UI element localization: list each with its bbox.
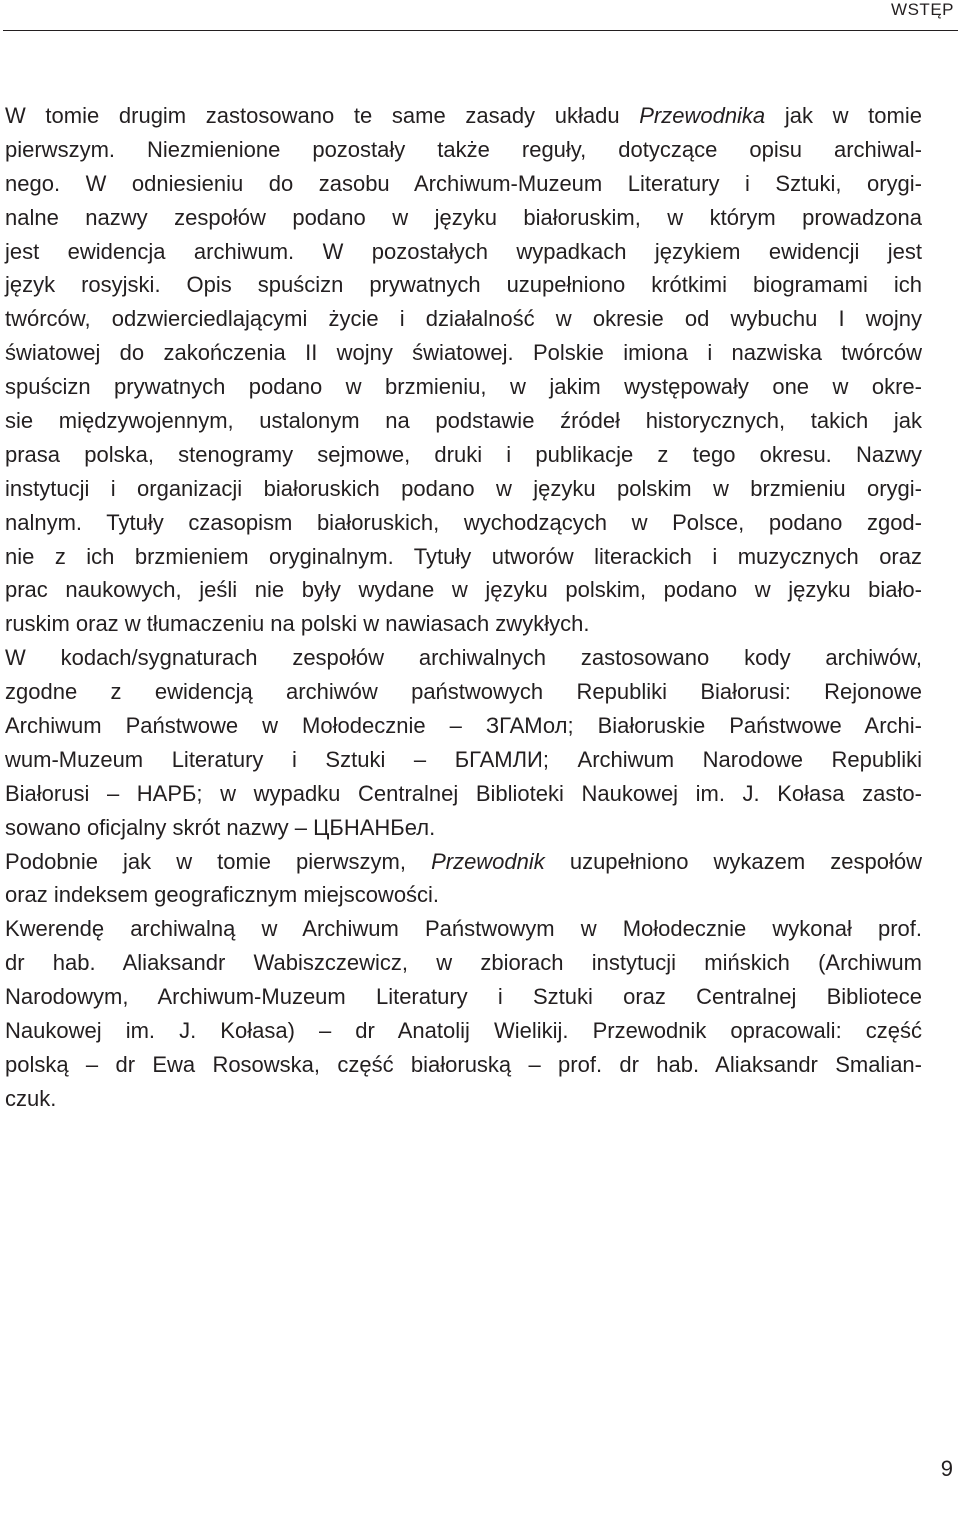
text-line — [5, 1014, 922, 1048]
text-line-segment: sowano oficjalny skrót nazwy – ЦБНАНБел. — [5, 814, 436, 840]
italic-title: Przewodnik — [431, 848, 545, 874]
body-text — [5, 99, 922, 1116]
text-line-segment: język rosyjski. Opis spuścizn prywatnych uzupełniono krótkimi biogramami ich — [5, 272, 922, 298]
text-line-segment: Podobnie jak w tomie pierwszym, — [5, 848, 432, 874]
text-line-segment: dr hab. Aliaksandr Wabiszczewicz, w zbiorach instytucji mińskich (Archiwum — [5, 950, 922, 976]
text-line-segment: nego. W odniesieniu do zasobu Archiwum-Muzeum Literatury i Sztuki, orygi- — [5, 170, 922, 196]
text-line — [5, 709, 922, 743]
text-line-segment: czuk. — [5, 1085, 57, 1111]
text-line — [5, 743, 922, 777]
text-line-segment: światowej do zakończenia II wojny światowej. Polskie imiona i nazwiska twórców — [5, 340, 922, 366]
text-line-segment: instytucji i organizacji białoruskich podano w języku polskim w brzmieniu orygi- — [5, 475, 922, 501]
text-line — [5, 506, 922, 540]
text-line-segment: Archiwum Państwowe w Mołodecznie – ЗГАМол; Białoruskie Państwowe Archi- — [5, 713, 922, 739]
header-rule — [3, 30, 958, 31]
text-line — [5, 912, 922, 946]
text-line — [5, 438, 922, 472]
text-line — [5, 540, 922, 574]
italic-title: Przewodnika — [639, 103, 766, 128]
text-line-segment: Białorusi – НАРБ; w wypadku Centralnej Biblioteki Naukowej im. J. Kołasa zasto- — [5, 780, 922, 806]
text-line-segment: polską – dr Ewa Rosowska, część białoruską – prof. dr hab. Aliaksandr Smalian- — [5, 1051, 922, 1077]
text-line — [5, 472, 922, 506]
text-line-segment: nalnym. Tytuły czasopism białoruskich, wychodzących w Polsce, podano zgod- — [5, 509, 922, 535]
text-line — [5, 167, 922, 201]
text-line-segment: ruskim oraz w tłumaczeniu na polski w nawiasach zwykłych. — [5, 611, 590, 637]
text-line — [5, 607, 922, 641]
text-line-segment: W kodach/sygnaturach zespołów archiwalnych zastosowano kody archiwów, — [5, 645, 922, 671]
text-line — [5, 370, 922, 404]
text-line — [5, 675, 922, 709]
text-line-segment: prac naukowych, jeśli nie były wydane w języku polskim, podano w języku biało- — [5, 577, 922, 603]
running-head-title: WSTĘP — [891, 0, 954, 19]
text-line — [5, 404, 922, 438]
text-line-segment: prasa polska, stenogramy sejmowe, druki i publikacje z tego okresu. Nazwy — [5, 441, 922, 467]
text-line — [5, 641, 922, 675]
text-line-segment: pierwszym. Niezmienione pozostały także reguły, dotyczące opisu archiwal- — [5, 136, 922, 162]
text-line-segment: jest ewidencja archiwum. W pozostałych wypadkach językiem ewidencji jest — [5, 238, 922, 264]
text-line — [5, 573, 922, 607]
text-line — [5, 878, 922, 912]
text-line — [5, 1048, 922, 1082]
text-line-segment: wum-Muzeum Literatury i Sztuki – БГАМЛИ; Archiwum Narodowe Republiki — [5, 746, 922, 772]
text-line — [5, 336, 922, 370]
text-line-segment: nie z ich brzmieniem oryginalnym. Tytuły utworów literackich i muzycznych oraz — [5, 543, 922, 569]
text-line-segment: uzupełniono wykazem zespołów — [544, 848, 922, 874]
text-line-segment: nalne nazwy zespołów podano w języku białoruskim, w którym prowadzona — [5, 204, 922, 230]
text-line — [5, 268, 922, 302]
text-line — [5, 1082, 922, 1116]
text-line-segment: Naukowej im. J. Kołasa) – dr Anatolij Wielikij. Przewodnik opracowali: część — [5, 1018, 922, 1044]
text-line — [5, 302, 922, 336]
text-line-segment: Narodowym, Archiwum-Muzeum Literatury i Sztuki oraz Centralnej Bibliotece — [5, 984, 922, 1010]
text-line — [5, 235, 922, 269]
text-line — [5, 777, 922, 811]
page-number: 9 — [940, 1456, 953, 1481]
text-line — [5, 99, 922, 133]
text-line-segment: Kwerendę archiwalną w Archiwum Państwowym w Mołodecznie wykonał prof. — [5, 916, 922, 942]
text-line-segment: twórców, odzwierciedlającymi życie i działalność w okresie od wybuchu I wojny — [5, 306, 922, 332]
text-line — [5, 811, 922, 845]
text-line — [5, 201, 922, 235]
text-line — [5, 980, 922, 1014]
text-line-segment: sie międzywojennym, ustalonym na podstawie źródeł historycznych, takich jak — [5, 408, 922, 434]
text-line-segment: oraz indeksem geograficznym miejscowości. — [5, 882, 440, 908]
text-line-segment: jak w tomie — [765, 103, 922, 128]
text-line — [5, 946, 922, 980]
text-line — [5, 845, 922, 879]
text-line-segment: zgodne z ewidencją archiwów państwowych Republiki Białorusi: Rejonowe — [5, 679, 922, 705]
text-line-segment: spuścizn prywatnych podano w brzmieniu, w jakim występowały one w okre- — [5, 374, 922, 400]
text-line-segment: W tomie drugim zastosowano te same zasady układu — [5, 103, 640, 128]
text-line — [5, 133, 922, 167]
